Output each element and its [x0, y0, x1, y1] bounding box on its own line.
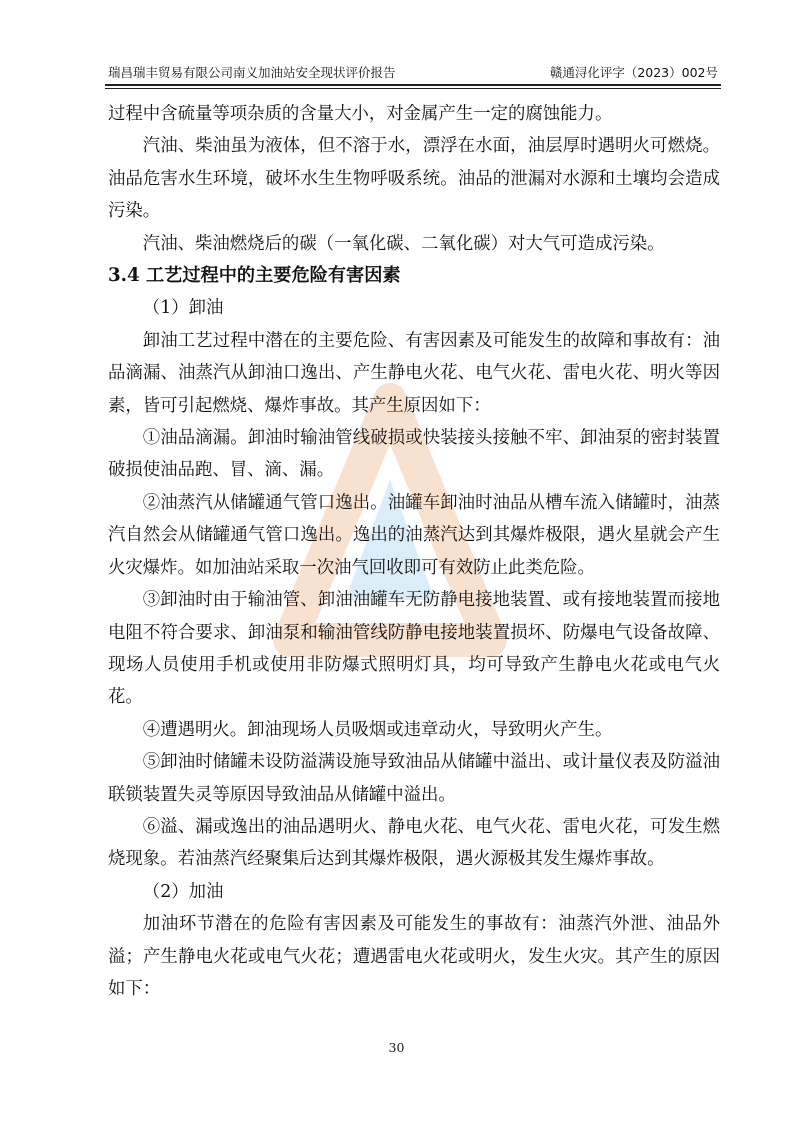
subheading-refueling: （2）加油	[142, 881, 224, 902]
paragraph-9: ⑤卸油时储罐未设防溢满设施导致油品从储罐中溢出、或计量仪表及防溢油联锁装置失灵等原因导致油品从储罐中溢出。	[108, 752, 720, 805]
paragraph-3: 汽油、柴油燃烧后的碳（一氧化碳、二氧化碳）对大气可造成污染。	[142, 233, 665, 254]
subheading-unloading: （1）卸油	[142, 298, 224, 319]
page-number: 30	[388, 1040, 405, 1055]
paragraph-2: 汽油、柴油虽为液体，但不溶于水，漂浮在水面，油层厚时遇明火可燃烧。油品危害水生环境，破坏水生生物呼吸系统。油品的泄漏对水源和土壤均会造成污染。	[108, 136, 720, 222]
paragraph-1: 过程中含硫量等项杂质的含量大小，对金属产生一定的腐蚀能力。	[108, 104, 613, 124]
paragraph-11: 加油环节潜在的危险有害因素及可能发生的事故有：油蒸汽外泄、油品外溢；产生静电火花或电气火花；遭遇雷电火花或明火，发生火灾。其产生的原因如下：	[108, 914, 720, 999]
header-rule-thick	[105, 84, 721, 86]
header-document-number: 赣通浔化评字（2023）002号	[549, 65, 718, 80]
paragraph-5: ①油品滴漏。卸油时输油管线破损或快装接头接触不牢、卸油泵的密封装置破损使油品跑、冒、滴、漏。	[108, 428, 720, 481]
paragraph-7: ③卸油时由于输油管、卸油油罐车无防静电接地装置、或有接地装置而接地电阻不符合要求、卸油泵和输油管线防静电接地装置损坏、防爆电气设备故障、现场人员使用手机或使用非防爆式照明灯具，均可导致产生静电火花或电气火花。	[108, 590, 720, 708]
header-rule-thin	[105, 88, 721, 89]
header-report-title: 瑞昌瑞丰贸易有限公司南义加油站安全现状评价报告	[108, 65, 396, 80]
page-body	[108, 98, 720, 1005]
paragraph-4: 卸油工艺过程中潜在的主要危险、有害因素及可能发生的故障和事故有：油品滴漏、油蒸汽从卸油口逸出、产生静电火花、电气火花、雷电火花、明火等因素，皆可引起燃烧、爆炸事故。其产生原因如下：	[108, 330, 720, 416]
paragraph-6: ②油蒸汽从储罐通气管口逸出。油罐车卸油时油品从槽车流入储罐时，油蒸汽自然会从储罐通气管口逸出。逸出的油蒸汽达到其爆炸极限，遇火星就会产生火灾爆炸。如加油站采取一次油气回收即可有效防止此类危险。	[108, 492, 720, 578]
paragraph-10: ⑥溢、漏或逸出的油品遇明火、静电火花、电气火花、雷电火花，可发生燃烧现象。若油蒸汽经聚集后达到其爆炸极限，遇火源极其发生爆炸事故。	[108, 816, 720, 870]
paragraph-8: ④遭遇明火。卸油现场人员吸烟或违章动火，导致明火产生。	[142, 719, 613, 740]
section-heading: 3.4 工艺过程中的主要危险有害因素	[108, 265, 401, 287]
